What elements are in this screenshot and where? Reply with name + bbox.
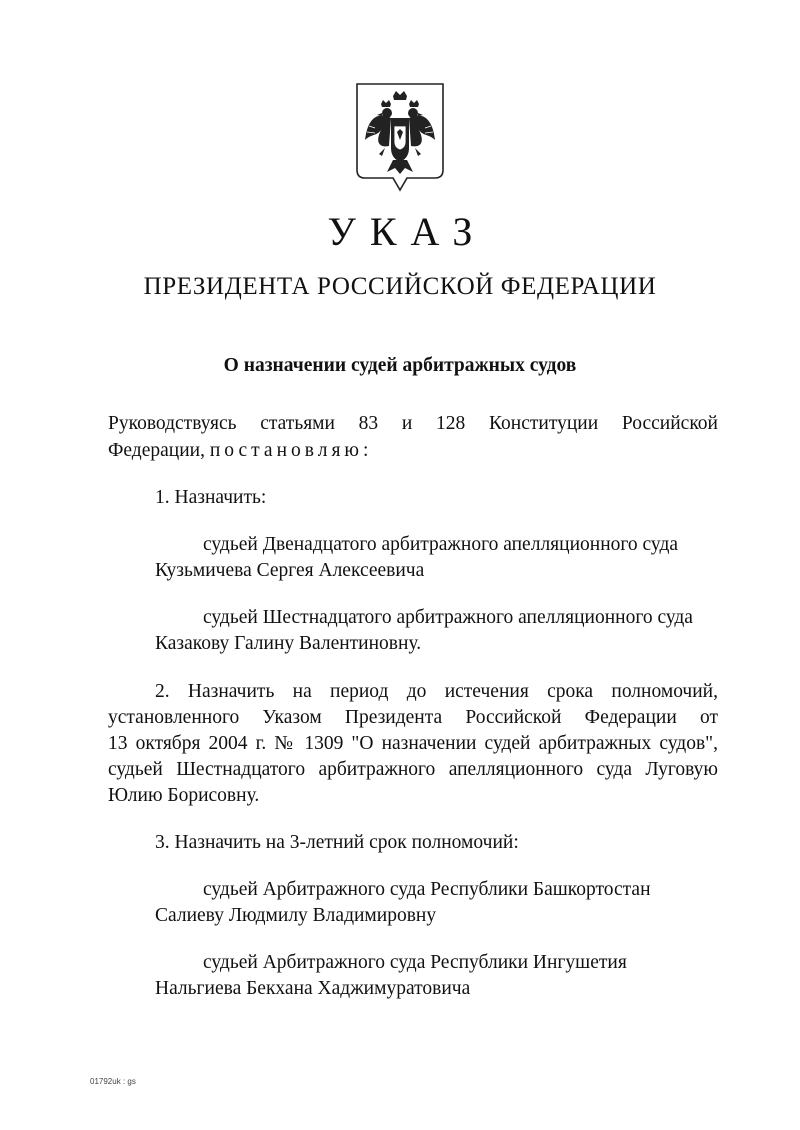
appointment-position: судьей Арбитражного суда Республики Ингушетия (203, 952, 627, 973)
item-1-label: 1. Назначить: (155, 487, 267, 508)
item-2-line-5: Юлию Борисовну. (108, 785, 260, 806)
preamble-line-2 (108, 438, 372, 464)
appointment-position: судьей Арбитражного суда Республики Башкортостан (203, 879, 651, 900)
double-headed-eagle-icon (355, 82, 445, 192)
preamble-prefix: Федерации, (108, 440, 205, 461)
appointment-name: Салиеву Людмилу Владимировну (155, 905, 437, 926)
document-code: 01792uk : gs (90, 1077, 136, 1086)
preamble-spaced-verb: постановляю: (209, 440, 373, 461)
item-2-line-3: 13 октября 2004 г. № 1309 "О назначении судей арбитражных судов", (108, 733, 718, 754)
decree-heading: О назначении судей арбитражных судов (223, 355, 577, 376)
document-subtitle: ПРЕЗИДЕНТА РОССИЙСКОЙ ФЕДЕРАЦИИ (143, 273, 657, 300)
item-3-label: 3. Назначить на 3-летний срок полномочий: (155, 832, 519, 853)
item-2-line-2: установленного Указом Президента Российской Федерации от (108, 707, 718, 728)
appointment-position: судьей Шестнадцатого арбитражного апелляционного суда (203, 607, 693, 628)
appointment-name: Нальгиева Бекхана Хаджимуратовича (155, 978, 471, 999)
appointment-name: Казакову Галину Валентиновну. (155, 633, 422, 654)
item-2-line-4: судьей Шестнадцатого арбитражного апелляционного суда Луговую (108, 759, 718, 780)
appointment-name: Кузьмичева Сергея Алексеевича (155, 560, 425, 581)
appointment-position: судьей Двенадцатого арбитражного апелляционного суда (203, 534, 679, 555)
item-2-line-1: 2. Назначить на период до истечения срока полномочий, (155, 681, 718, 702)
document-title: УКАЗ (327, 209, 487, 254)
preamble-line-1: Руководствуясь статьями 83 и 128 Конституции Российской (108, 413, 718, 434)
